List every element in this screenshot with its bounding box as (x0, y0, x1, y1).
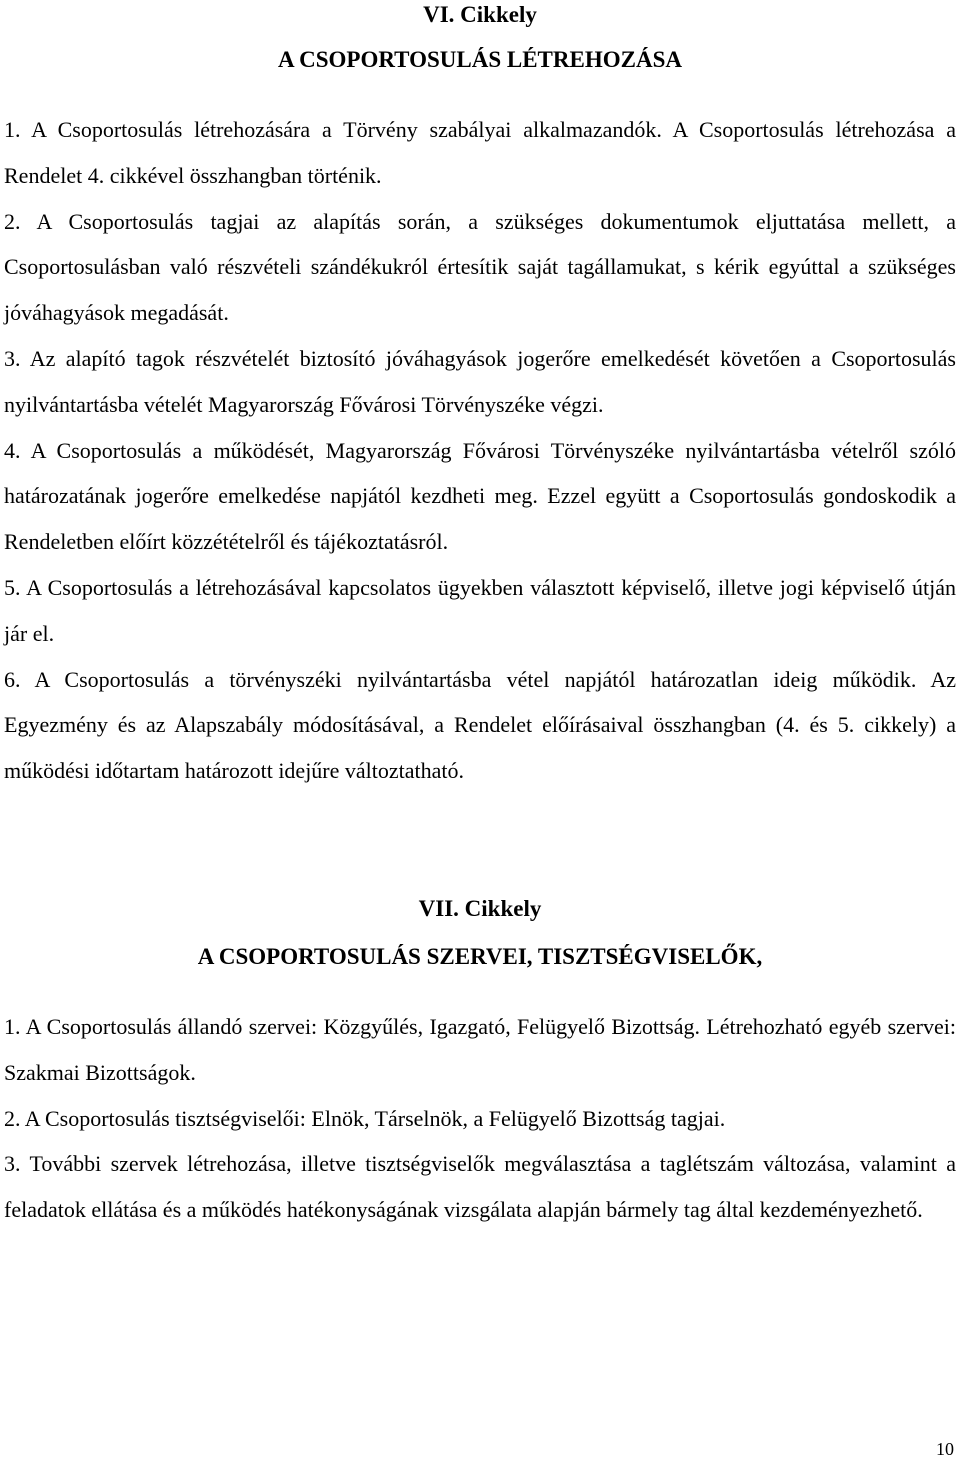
article-6-paragraph-4: 4. A Csoportosulás a működését, Magyarország Fővárosi Törvényszéke nyilvántartásba vételről szóló határozatának jogerőre emelkedése napjától kezdheti meg. Ezzel együtt a Csoportosulás gondoskodik a Rendeletben előírt közzétételről és tájékoztatásról. (4, 437, 956, 555)
article-6-body (4, 107, 956, 794)
article-6-heading: VI. Cikkely (423, 2, 537, 27)
page-number: 10 (936, 1439, 954, 1459)
article-7-heading: VII. Cikkely (418, 895, 542, 921)
article-6-paragraph-5: 5. A Csoportosulás a létrehozásával kapcsolatos ügyekben választott képviselő, illetve jogi képviselő útján jár el. (4, 574, 956, 646)
article-6-paragraph-3: 3. Az alapító tagok részvételét biztosító jóváhagyások jogerőre emelkedését követően a Csoportosulás nyilvántartásba vételét Magyarország Fővárosi Törvényszéke végzi. (4, 345, 956, 417)
article-7-body (4, 1004, 956, 1233)
article-6-paragraph-6: 6. A Csoportosulás a törvényszéki nyilvántartásba vétel napjától határozatlan ideig működik. Az Egyezmény és az Alapszabály módosításával, a Rendelet előírásaival összhangban (4. és 5. cikkely) a működési időtartam határozott idejűre változtatható. (4, 666, 956, 784)
article-6-paragraph-2: 2. A Csoportosulás tagjai az alapítás során, a szükséges dokumentumok eljuttatása mellett, a Csoportosulásban való részvételi szándékukról értesítik saját tagállamukat, s kérik egyúttal a szükséges jóváhagyások megadását. (4, 208, 956, 326)
article-6-paragraph-1: 1. A Csoportosulás létrehozására a Törvény szabályai alkalmazandók. A Csoportosulás létrehozása a Rendelet 4. cikkével összhangban történik. (4, 117, 956, 188)
article-7-paragraph-1: 1. A Csoportosulás állandó szervei: Közgyűlés, Igazgató, Felügyelő Bizottság. Létrehozható egyéb szervei: Szakmai Bizottságok. (4, 1013, 956, 1085)
article-7-title: A CSOPORTOSULÁS SZERVEI, TISZTSÉGVISELŐK, (197, 943, 763, 969)
article-7-paragraph-2: 2. A Csoportosulás tisztségviselői: Elnök, Társelnök, a Felügyelő Bizottság tagjai. (4, 1105, 726, 1131)
article-6-title: A CSOPORTOSULÁS LÉTREHOZÁSA (278, 47, 682, 72)
article-7-paragraph-3: 3. További szervek létrehozása, illetve tisztségviselők megválasztása a taglétszám változása, valamint a feladatok ellátása és a működés hatékonyságának vizsgálata alapján bármely tag által kezdeményezhető. (4, 1151, 956, 1223)
